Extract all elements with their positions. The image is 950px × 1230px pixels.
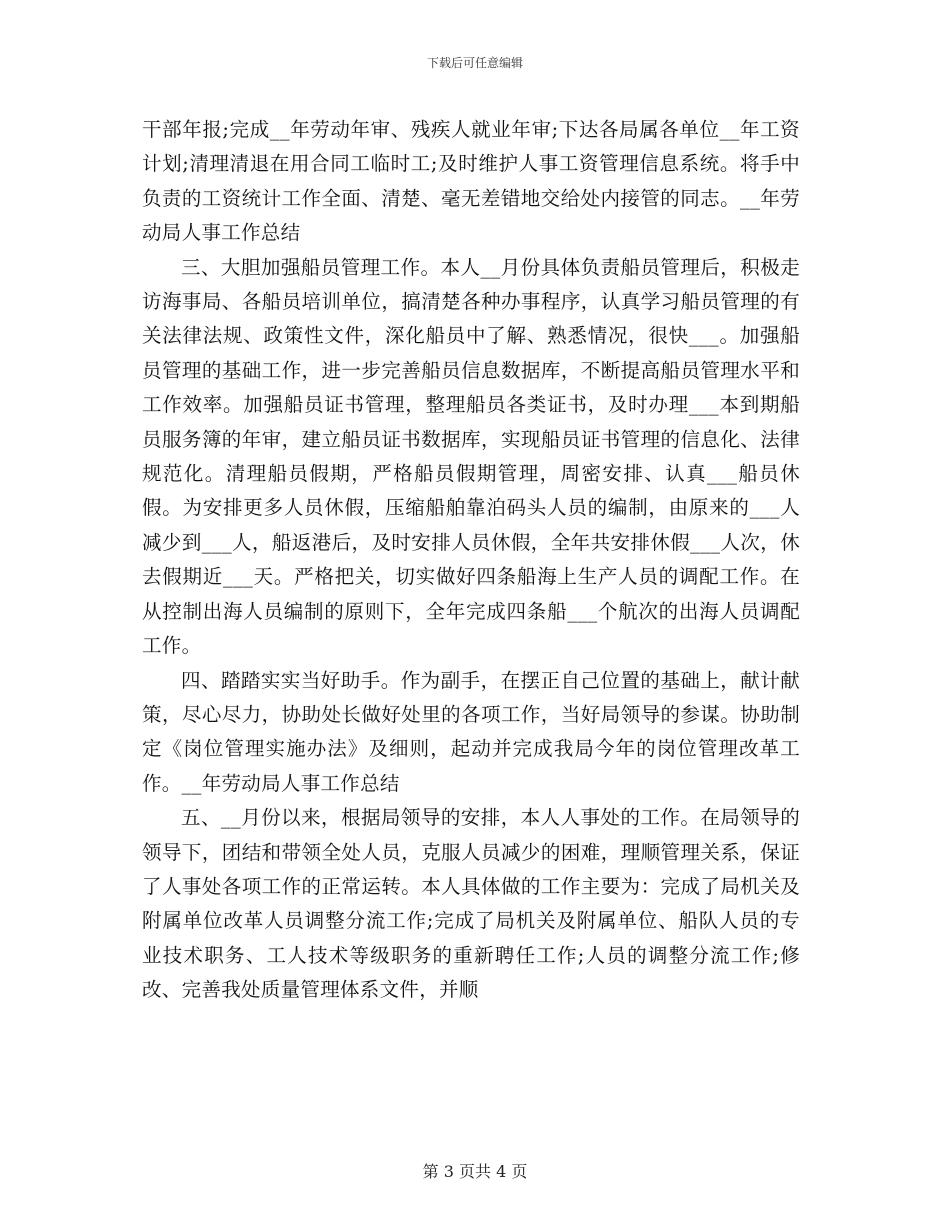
page-header: 下载后可任意编辑 [426,56,523,70]
paragraph-personnel-office: 五、__月份以来，根据局领导的安排，本人人事处的工作。在局领导的领导下，团结和带领全处人员，克服人员减少的困难，理顺管理关系，保证了人事处各项工作的正常运转。本人具体做的工作主要为：完成了局机关及附属单位改革人员调整分流工作;完成了局机关及附属单位、船队人员的专业技术职务、工人技术等级职务的重新聘任工作;人员的调整分流工作;修改、完善我处质量管理体系文件，并顺 [142,806,800,1002]
paragraph-seafarer-management: 三、大胆加强船员管理工作。本人__月份具体负责船员管理后，积极走访海事局、各船员培训单位，搞清楚各种办事程序，认真学习船员管理的有关法律法规、政策性文件，深化船员中了解、熟悉情况，很快___。加强船员管理的基础工作，进一步完善船员信息数据库，不断提高船员管理水平和工作效率。加强船员证书管理，整理船员各类证书，及时办理___本到期船员服务簿的年审，建立船员证书数据库，实现船员证书管理的信息化、法律规范化。清理船员假期，严格船员假期管理，周密安排、认真___船员休假。为安排更多人员休假，压缩船舶靠泊码头人员的编制，由原来的___人减少到___人，船返港后，及时安排人员休假，全年共安排休假___人次，休去假期近___天。严格把关，切实做好四条船海上生产人员的调配工作。在从控制出海人员编制的原则下，全年完成四条船___个航次的出海人员调配工作。 [142,255,800,658]
paragraph-assistant-role: 四、踏踏实实当好助手。作为副手，在摆正自己位置的基础上，献计献策，尽心尽力，协助处长做好处里的各项工作，当好局领导的参谋。协助制定《岗位管理实施办法》及细则，起动并完成我局今年的岗位管理改革工作。__年劳动局人事工作总结 [142,668,800,795]
paragraph-continuation: 干部年报;完成__年劳动年审、残疾人就业年审;下达各局属各单位__年工资计划;清理清退在用合同工临时工;及时维护人事工资管理信息系统。将手中负责的工资统计工作全面、清楚、毫无差错地交给处内接管的同志。__年劳动局人事工作总结 [142,118,800,245]
document-body [142,113,800,1008]
page-footer: 第 3 页共 4 页 [422,1162,528,1181]
